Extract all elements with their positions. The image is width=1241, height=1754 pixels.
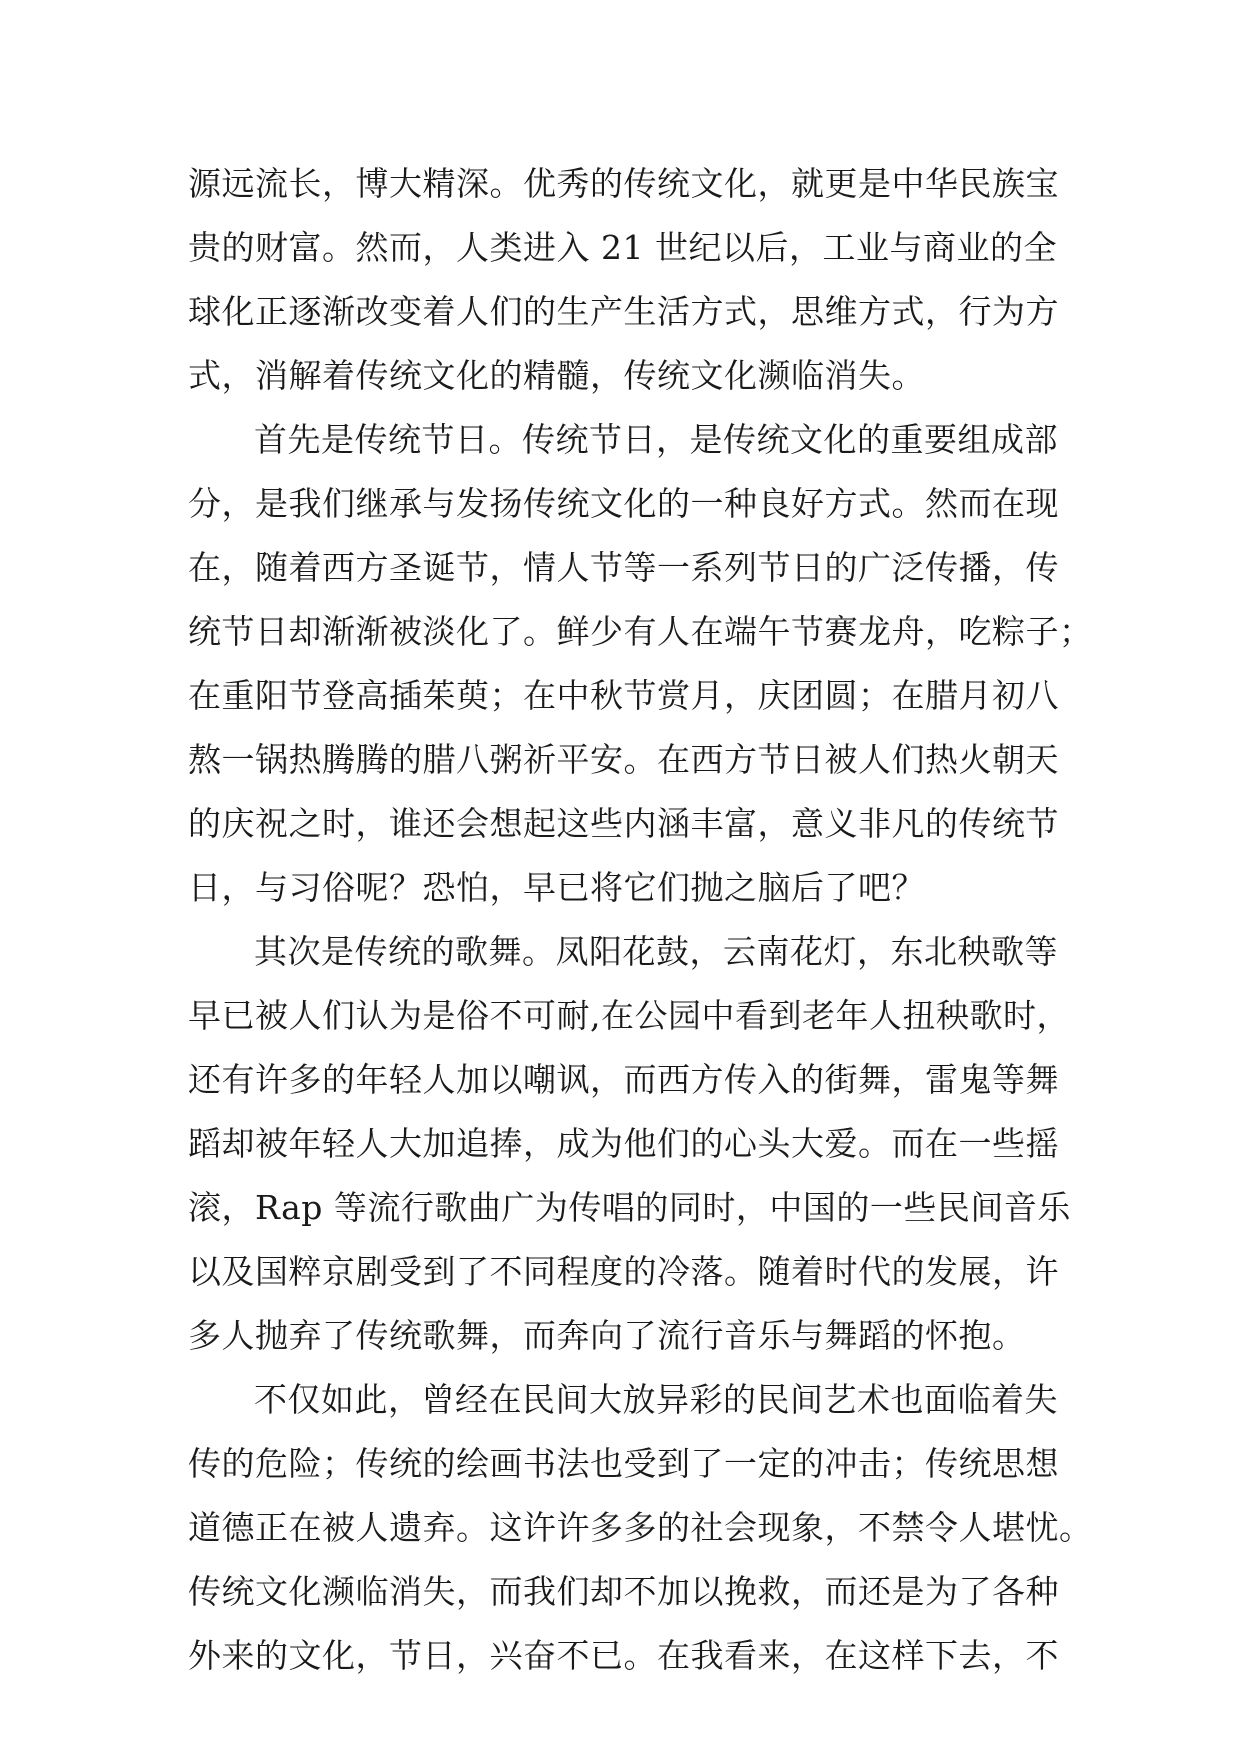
text-line: 传的危险；传统的绘画书法也受到了一定的冲击；传统思想 — [188, 1444, 1059, 1483]
text-line: 滚，Rap 等流行歌曲广为传唱的同时，中国的一些民间音乐 — [188, 1188, 1071, 1227]
paragraph-3 — [188, 920, 1071, 1368]
text-line: 贵的财富。然而，人类进入 21 世纪以后，工业与商业的全 — [188, 228, 1057, 267]
text-line: 熬一锅热腾腾的腊八粥祈平安。在西方节日被人们热火朝天 — [188, 740, 1059, 779]
text-line: 道德正在被人遗弃。这许许多多的社会现象，不禁令人堪忧。 — [188, 1508, 1093, 1547]
text-line: 蹈却被年轻人大加追捧，成为他们的心头大爱。而在一些摇 — [188, 1124, 1059, 1163]
text-line: 在重阳节登高插茱萸；在中秋节赏月，庆团圆；在腊月初八 — [188, 676, 1059, 715]
text-line: 早已被人们认为是俗不可耐,在公园中看到老年人扭秧歌时， — [188, 996, 1070, 1035]
text-line: 日，与习俗呢？恐怕，早已将它们抛之脑后了吧？ — [188, 868, 925, 907]
text-line: 球化正逐渐改变着人们的生产生活方式，思维方式，行为方 — [188, 292, 1059, 331]
paragraph-1 — [188, 152, 1059, 408]
text-line: 在，随着西方圣诞节，情人节等一系列节日的广泛传播，传 — [188, 548, 1059, 587]
text-line: 传统文化濒临消失，而我们却不加以挽救，而还是为了各种 — [188, 1572, 1059, 1611]
body-text — [188, 152, 1093, 1688]
paragraph-4 — [188, 1368, 1093, 1688]
text-line: 多人抛弃了传统歌舞，而奔向了流行音乐与舞蹈的怀抱。 — [188, 1316, 1026, 1355]
text-line: 其次是传统的歌舞。凤阳花鼓，云南花灯，东北秧歌等 — [254, 932, 1058, 971]
text-line: 不仅如此，曾经在民间大放异彩的民间艺术也面临着失 — [254, 1380, 1058, 1419]
text-line: 式，消解着传统文化的精髓，传统文化濒临消失。 — [188, 356, 925, 395]
text-line: 的庆祝之时，谁还会想起这些内涵丰富，意义非凡的传统节 — [188, 804, 1059, 843]
text-line: 首先是传统节日。传统节日，是传统文化的重要组成部 — [254, 420, 1058, 459]
text-line: 源远流长，博大精深。优秀的传统文化，就更是中华民族宝 — [188, 164, 1059, 203]
text-line: 外来的文化，节日，兴奋不已。在我看来，在这样下去，不 — [188, 1636, 1059, 1675]
text-line: 还有许多的年轻人加以嘲讽，而西方传入的街舞，雷鬼等舞 — [188, 1060, 1059, 1099]
text-line: 以及国粹京剧受到了不同程度的冷落。随着时代的发展，许 — [188, 1252, 1059, 1291]
paragraph-2 — [188, 408, 1093, 920]
text-line: 统节日却渐渐被淡化了。鲜少有人在端午节赛龙舟，吃粽子； — [188, 612, 1093, 651]
text-line: 分，是我们继承与发扬传统文化的一种良好方式。然而在现 — [188, 484, 1059, 523]
